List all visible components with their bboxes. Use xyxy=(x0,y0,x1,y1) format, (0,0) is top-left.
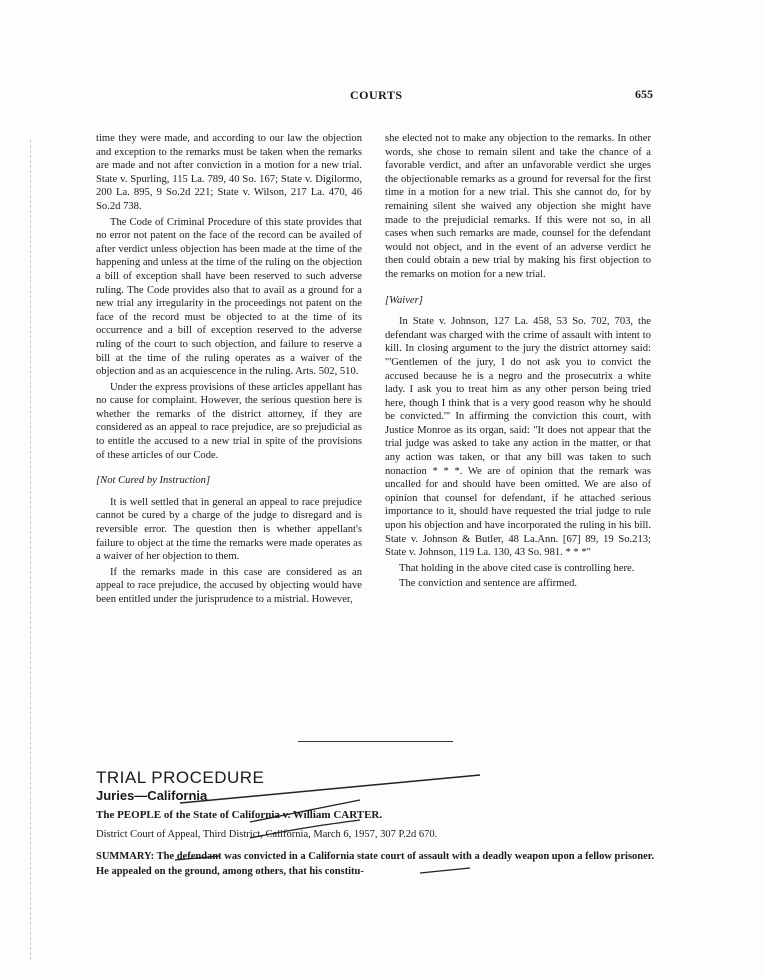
right-column xyxy=(385,132,651,591)
subhead-not-cured: [Not Cured by Instruction] xyxy=(96,475,211,487)
left-column xyxy=(96,132,362,607)
right-paragraph-3: That holding in the above cited case is controlling here. xyxy=(399,562,635,574)
summary-label: SUMMARY: xyxy=(96,851,155,862)
right-paragraph-4: The conviction and sentence are affirmed. xyxy=(399,578,578,590)
left-paragraph-4: It is well settled that in general an appeal to race prejudice cannot be cured by a charge of the judge to disregard and is reversible error. The question then is whether appellant's failure to object at the time the remarks were made operates as a waiver of her objection to them. xyxy=(96,496,362,563)
right-paragraph-1: she elected not to make any objection to the remarks. In other words, she chose to remain silent and take the chance of a favorable verdict, and after an unfavorable verdict she urges the objectionable remarks as a ground for reversal for the first time in a motion for a new trial. This she cannot do, for by remaining silent she waived any objection she might have made to the prejudicial remarks. If this were not so, in all cases when such remarks are made, counsel for the defendant would not object, and in the event of an adverse verdict he then could obtain a new trial by making his first objection to the remarks on motion for a new trial. xyxy=(385,133,651,280)
running-header-title: COURTS xyxy=(350,88,403,102)
section-title: TRIAL PROCEDURE xyxy=(96,768,265,787)
summary-text: The defendant was convicted in a California state court of assault with a deadly weapon upon a fellow prisoner. He appealed on the ground, among others, that his constitu- xyxy=(96,851,655,877)
section-divider xyxy=(298,741,453,742)
left-paragraph-2: The Code of Criminal Procedure of this state provides that no error not patent on the face of the record can be availed of after verdict unless objection has been made at the time of the happening and unless at the time of the ruling on the objection a bill of exception shall have been reserved to such adverse ruling. The Code provides also that to avail as a ground for a new trial any irregularity in the proceedings not patent on the face of the record must be objected to at the time of its occurrence and a bill of exception reserved to the adverse ruling of the court to such objection, and failure to reserve a bill at the time of the ruling operates as a waiver of the objection and as an acquiescence in the ruling. Arts. 502, 510. xyxy=(96,216,362,378)
section-subtitle: Juries—California xyxy=(96,788,208,803)
page-number: 655 xyxy=(635,87,653,101)
left-paragraph-5: If the remarks made in this case are considered as an appeal to race prejudice, the accused by objecting would have been entitled under the jurisprudence to a mistrial. However, xyxy=(96,566,362,605)
scan-margin-marks xyxy=(30,140,33,960)
left-paragraph-3: Under the express provisions of these articles appellant has no cause for complaint. However, the serious question here is whether the remarks of the district attorney, if they are considered as an appeal to race prejudice, are so prejudicial as to entitle the accused to a new trial in spite of the provisions of these articles of our Code. xyxy=(96,381,362,461)
left-paragraph-1: time they were made, and according to our law the objection and exception to the remarks must be taken when the remarks are made and not after conviction in a motion for a new trial. State v. Spurling, 115 La. 789, 40 So. 167; State v. Digilormo, 200 La. 895, 9 So.2d 221; State v. Wilson, 217 La. 470, 46 So.2d 738. xyxy=(96,133,362,212)
court-citation: District Court of Appeal, Third District, California, March 6, 1957, 307 P.2d 670. xyxy=(96,829,438,840)
summary-block xyxy=(96,849,666,879)
case-caption: The PEOPLE of the State of California v. William CARTER. xyxy=(96,809,383,821)
subhead-waiver: [Waiver] xyxy=(385,294,423,306)
right-paragraph-2: In State v. Johnson, 127 La. 458, 53 So. 702, 703, the defendant was charged with the crime of assault with intent to kill. In closing argument to the jury the district attorney said: "'Gentlemen of the jury, I do not ask you to convict the accused because he is a negro and the prosecutrix a white lady. I ask you to treat him as any other person being tried here, though I think that is a very good reason why he should be convicted.'" In affirming the conviction this court, with Justice Monroe as its organ, said: "It does not appear that the trial judge was asked to take any action in the matter, or that any action was taken, or that any bill was taken to such nonaction * * *. We are of opinion that the remark was uncalled for and should have been omitted. We are also of opinion that counsel for defendant, if he attached serious importance to it, should have requested the trial judge to rule upon his objection and have incorporated the ruling in his bill. State v. Johnson & Butler, 48 La.Ann. [67] 89, 19 So.213; State v. Johnson, 119 La. 130, 43 So. 981. * * *" xyxy=(385,316,651,559)
